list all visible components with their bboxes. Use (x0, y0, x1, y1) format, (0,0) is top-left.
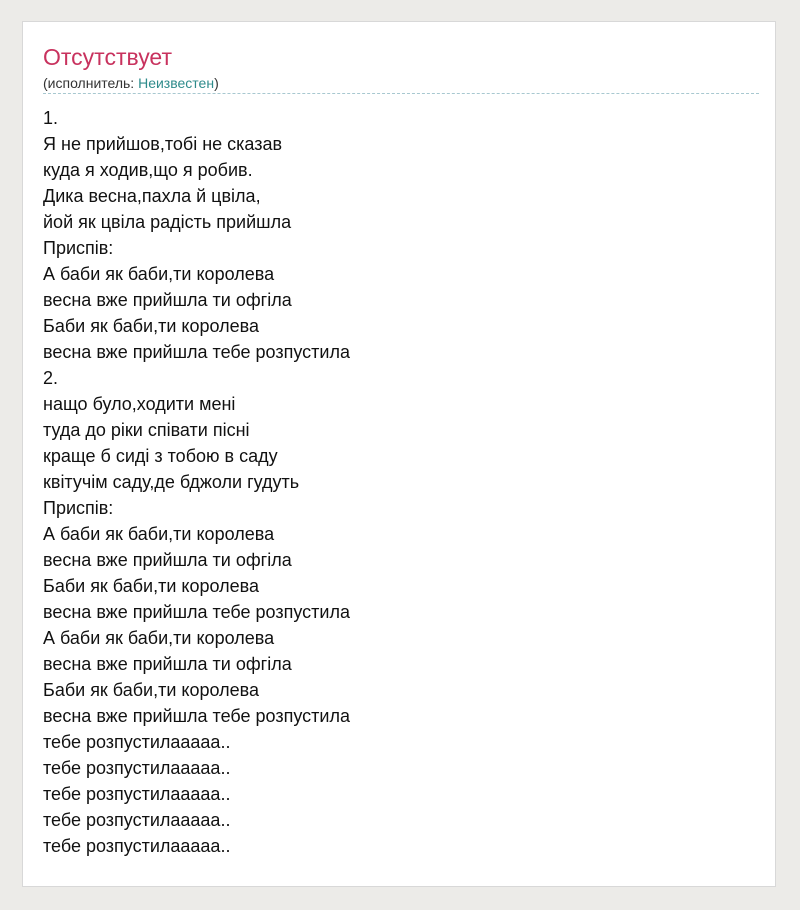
lyric-line: весна вже прийшла ти офгіла (43, 654, 292, 674)
lyric-line: А баби як баби,ти королева (43, 628, 275, 648)
lyric-line: тебе розпустилааааа.. (43, 836, 231, 856)
lyric-line: весна вже прийшла тебе розпустила (43, 706, 350, 726)
lyric-line: тебе розпустилааааа.. (43, 810, 231, 830)
lyric-line: куда я ходив,що я робив. (43, 160, 253, 180)
lyric-line: Дика весна,пахла й цвіла, (43, 186, 261, 206)
lyric-line: 1. (43, 108, 59, 128)
lyric-line: тебе розпустилааааа.. (43, 758, 231, 778)
lyric-line: нащо було,ходити мені (43, 394, 236, 414)
performer-prefix: (исполнитель: (43, 75, 139, 91)
lyric-line: весна вже прийшла ти офгіла (43, 550, 292, 570)
lyrics-text (43, 105, 350, 859)
lyric-line: Приспів: (43, 498, 114, 518)
lyric-line: Баби як баби,ти королева (43, 680, 259, 700)
lyric-line: Приспів: (43, 238, 114, 258)
lyric-line: весна вже прийшла ти офгіла (43, 290, 292, 310)
lyric-line: краще б сиді з тобою в саду (43, 446, 278, 466)
lyric-line: А баби як баби,ти королева (43, 264, 275, 284)
lyric-line: йой як цвіла радість прийшла (43, 212, 292, 232)
lyric-line: А баби як баби,ти королева (43, 524, 275, 544)
lyric-line: Баби як баби,ти королева (43, 576, 259, 596)
lyric-line: Баби як баби,ти королева (43, 316, 259, 336)
lyric-line: весна вже прийшла тебе розпустила (43, 602, 350, 622)
lyric-line: Я не прийшов,тобі не сказав (43, 134, 283, 154)
header-divider (43, 93, 759, 94)
lyric-line: туда до ріки співати пісні (43, 420, 250, 440)
lyrics-card (22, 21, 776, 887)
lyric-line: весна вже прийшла тебе розпустила (43, 342, 350, 362)
song-title: Отсутствует (43, 44, 172, 70)
performer-suffix: ) (214, 75, 219, 91)
lyric-line: тебе розпустилааааа.. (43, 784, 231, 804)
lyric-line: тебе розпустилааааа.. (43, 732, 231, 752)
lyric-line: 2. (43, 368, 59, 388)
lyric-line: квітучім саду,де бджоли гудуть (43, 472, 300, 492)
artist-link[interactable]: Неизвестен (138, 75, 215, 91)
performer-line (43, 74, 219, 92)
